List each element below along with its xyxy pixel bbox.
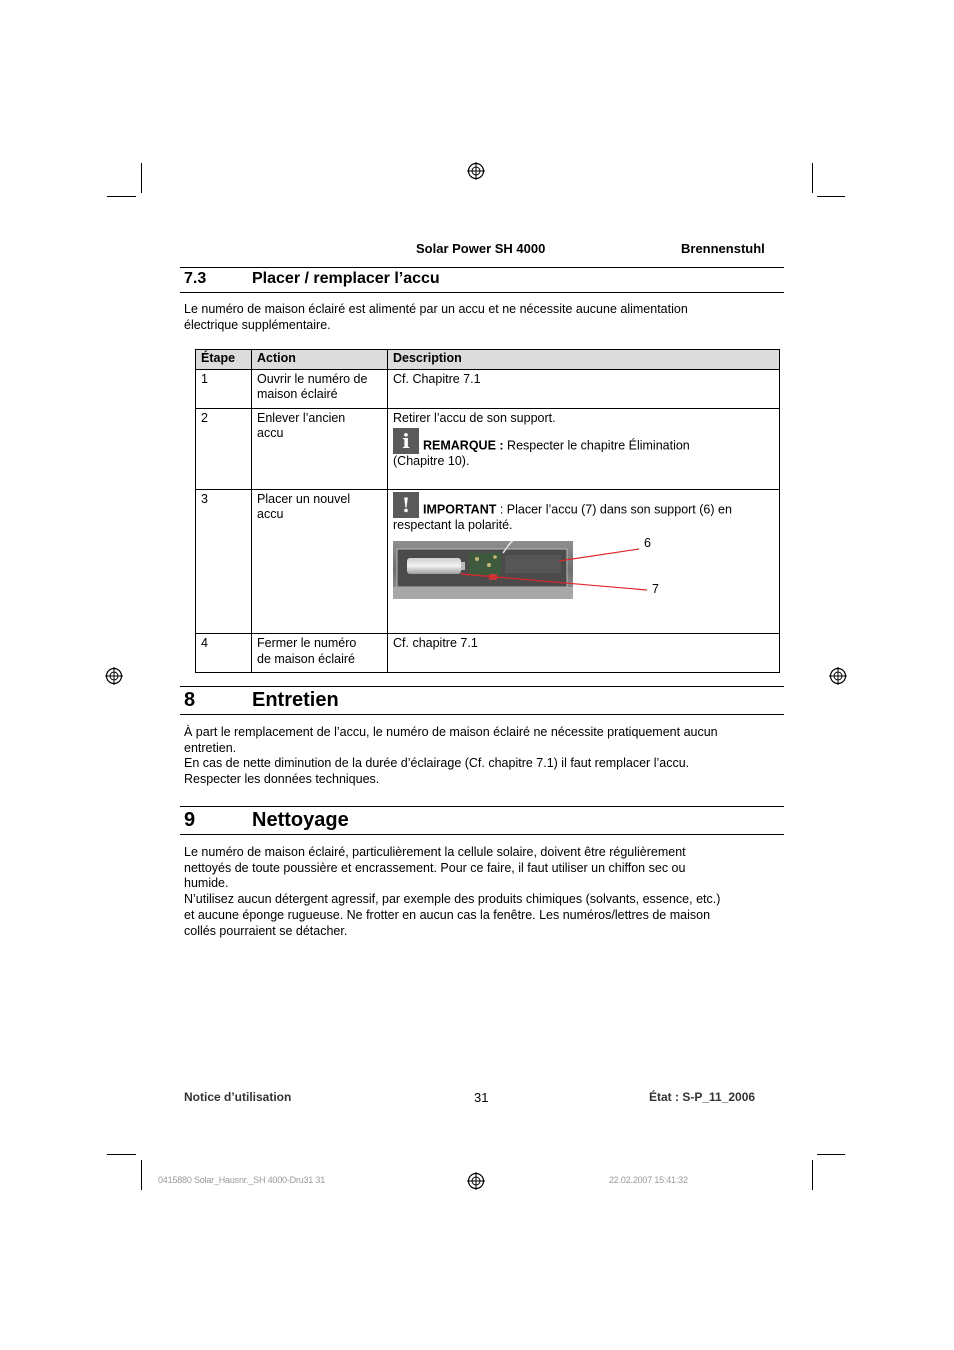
step-number: 4 bbox=[196, 634, 252, 673]
table-row bbox=[196, 634, 780, 673]
steps-table bbox=[195, 349, 780, 673]
crop-mark-bl-h bbox=[107, 1154, 136, 1155]
section-8-rule-bottom bbox=[180, 714, 784, 715]
section-9-title: Nettoyage bbox=[252, 809, 349, 831]
battery-figure bbox=[393, 536, 774, 629]
step-action: Placer un nouvel accu bbox=[252, 489, 388, 634]
section-9-rule-bottom bbox=[180, 834, 784, 835]
header-brand: Brennenstuhl bbox=[681, 241, 765, 256]
step-action: Ouvrir le numéro de maison éclairé bbox=[252, 369, 388, 408]
registration-mark-icon bbox=[829, 667, 847, 685]
section-9-number: 9 bbox=[184, 809, 196, 831]
registration-mark-icon bbox=[105, 667, 123, 685]
table-row bbox=[196, 489, 780, 634]
section-8-text: À part le remplacement de l’accu, le numéro de maison éclairé ne nécessite pratiquement aucun entretien. En cas de nette diminution de la durée d’éclairage (Cf. chapitre 7.1) il faut remplacer l’accu. Respecter les données techniques. bbox=[184, 725, 718, 787]
step-description bbox=[388, 489, 780, 634]
crop-mark-tl-h bbox=[107, 196, 136, 197]
section-8-title: Entretien bbox=[252, 689, 339, 711]
important-note bbox=[393, 492, 774, 518]
important-label: IMPORTANT bbox=[423, 502, 497, 516]
step-description: Cf. Chapitre 7.1 bbox=[388, 369, 780, 408]
header-product: Solar Power SH 4000 bbox=[416, 241, 546, 256]
crop-mark-br-h bbox=[817, 1154, 845, 1155]
note-text: Respecter le chapitre Élimination bbox=[503, 438, 690, 453]
section-8-number: 8 bbox=[184, 689, 196, 711]
info-icon: i bbox=[393, 428, 419, 454]
step-number: 3 bbox=[196, 489, 252, 634]
crop-mark-br-v bbox=[812, 1160, 813, 1190]
section-number: 7.3 bbox=[184, 270, 207, 287]
section-8-rule-top bbox=[180, 686, 784, 687]
column-header: Description bbox=[388, 350, 780, 370]
note-text-cont: (Chapitre 10). bbox=[393, 454, 470, 469]
section-rule bbox=[180, 292, 784, 293]
section-9-rule-top bbox=[180, 806, 784, 807]
step-description: Cf. chapitre 7.1 bbox=[388, 634, 780, 673]
registration-mark-icon bbox=[467, 162, 485, 180]
table-row bbox=[196, 408, 780, 489]
note bbox=[393, 428, 774, 454]
step-number: 1 bbox=[196, 369, 252, 408]
step-description: Retirer l’accu de son support. i REMARQUE : Respecter le chapitre Élimination (Chapitre 10). bbox=[388, 408, 780, 489]
crop-mark-tl-v bbox=[141, 163, 142, 193]
important-text-cont: respectant la polarité. bbox=[393, 517, 513, 532]
column-header: Étape bbox=[196, 350, 252, 370]
callout-6: 6 bbox=[644, 536, 651, 551]
registration-mark-icon bbox=[467, 1172, 485, 1190]
footer-right: État : S-P_11_2006 bbox=[649, 1090, 756, 1104]
section-intro: Le numéro de maison éclairé est alimenté par un accu et ne nécessite aucune alimentation électrique supplémentaire. bbox=[184, 302, 688, 332]
note-label: REMARQUE : bbox=[423, 438, 504, 453]
print-slug-file: 0415880 Solar_Hausnr._SH 4000-Dru31 31 bbox=[158, 1175, 326, 1185]
print-slug-date: 22.02.2007 15:41:32 bbox=[609, 1175, 688, 1185]
table-row bbox=[196, 369, 780, 408]
column-header: Action bbox=[252, 350, 388, 370]
crop-mark-tr-v bbox=[812, 163, 813, 193]
battery-photo bbox=[393, 541, 778, 629]
section-title: Placer / remplacer l’accu bbox=[252, 270, 440, 287]
section-9-text: Le numéro de maison éclairé, particulièrement la cellule solaire, doivent être régulièrement nettoyés de toute poussière et encrassement. Pour ce faire, il faut utiliser un chiffon sec ou humide. N’utilisez aucun détergent agressif, par exemple des produits chimiques (solvants, essence, etc.) et aucune éponge rugueuse. Ne frotter en aucun cas la fenêtre. Les numéros/lettres de maison collés pourraient se détacher. bbox=[184, 845, 721, 938]
footer-left: Notice d’utilisation bbox=[184, 1090, 292, 1104]
crop-mark-bl-v bbox=[141, 1160, 142, 1190]
step-action: Enlever l’ancien accu bbox=[252, 408, 388, 489]
step-number: 2 bbox=[196, 408, 252, 489]
table-header-row bbox=[196, 350, 780, 370]
crop-mark-tr-h bbox=[817, 196, 845, 197]
exclamation-icon: ! bbox=[393, 492, 419, 518]
callout-7: 7 bbox=[652, 582, 659, 597]
important-text: : Placer l’accu (7) dans son support (6) en bbox=[496, 502, 732, 516]
step-action: Fermer le numéro de maison éclairé bbox=[252, 634, 388, 673]
page-number: 31 bbox=[474, 1090, 489, 1105]
header-rule bbox=[180, 267, 784, 268]
